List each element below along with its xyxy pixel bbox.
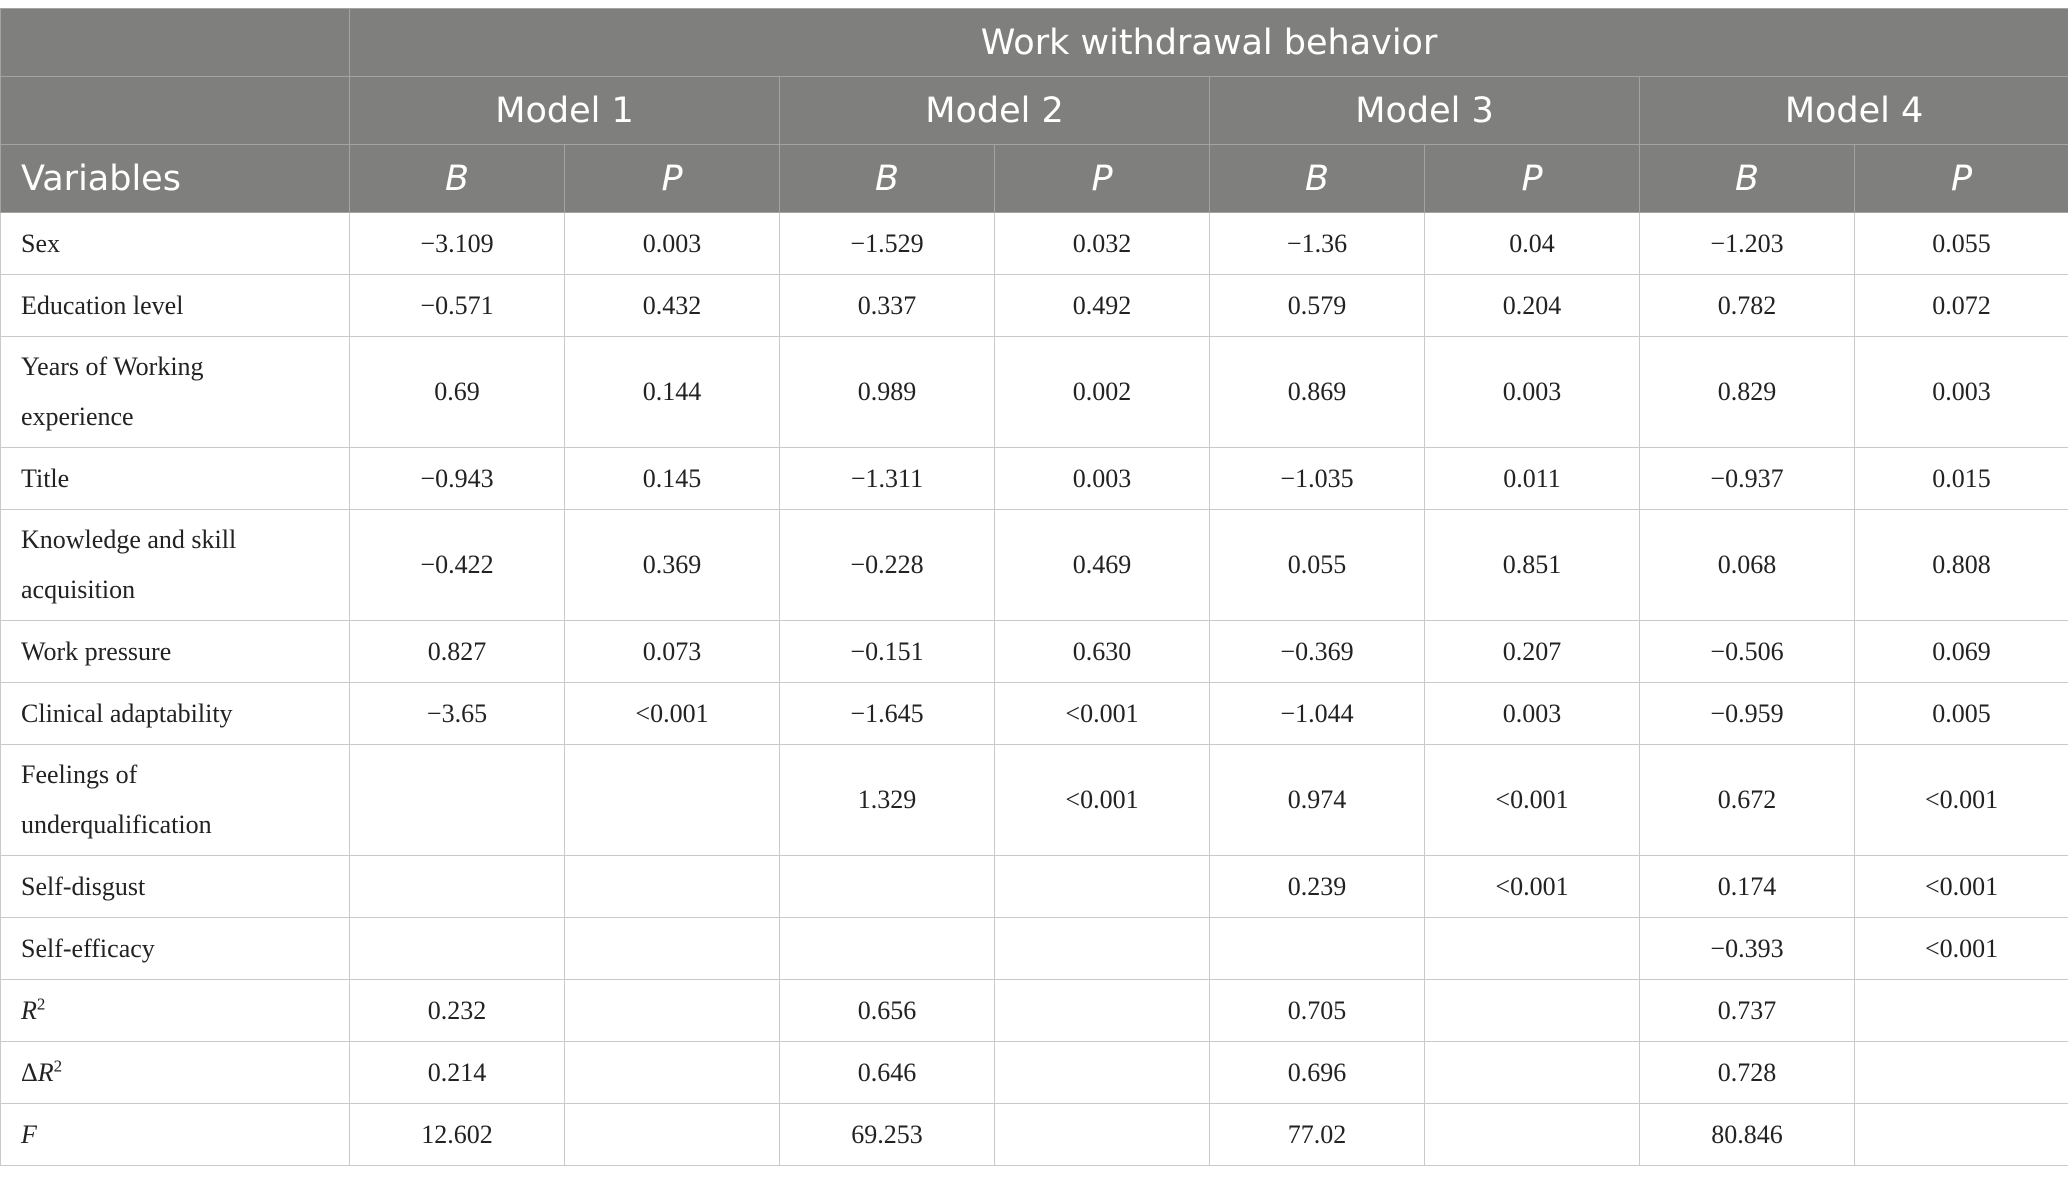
table-cell: 0.432: [565, 275, 780, 337]
table-cell: [1425, 918, 1640, 980]
table-row: [1, 856, 2068, 918]
table-cell: −0.151: [780, 621, 995, 683]
table-cell: [1855, 980, 2068, 1042]
table-cell: 77.02: [1210, 1104, 1425, 1166]
table-row: [1, 745, 2068, 856]
table-cell: 1.329: [780, 745, 995, 856]
table-cell: 80.846: [1640, 1104, 1855, 1166]
table-cell: [995, 1042, 1210, 1104]
table-cell: −0.937: [1640, 448, 1855, 510]
p-header: P: [995, 145, 1210, 213]
table-cell: 0.055: [1855, 213, 2068, 275]
row-label: Years of Working experience: [1, 337, 350, 448]
table-cell: [350, 918, 565, 980]
variables-header: Variables: [1, 145, 350, 213]
row-label: $\Delta R^2$: [1, 1042, 350, 1104]
row-label: Work pressure: [1, 621, 350, 683]
stat-row-r2: [1, 980, 2068, 1042]
table-cell: −0.571: [350, 275, 565, 337]
table-cell: <0.001: [1425, 856, 1640, 918]
table-cell: −0.943: [350, 448, 565, 510]
table-cell: −1.645: [780, 683, 995, 745]
table-cell: 0.369: [565, 510, 780, 621]
table-cell: <0.001: [1855, 856, 2068, 918]
table-cell: 0.207: [1425, 621, 1640, 683]
table-cell: −1.203: [1640, 213, 1855, 275]
model-2-header: Model 2: [780, 77, 1210, 145]
table-cell: 0.829: [1640, 337, 1855, 448]
table-cell: 0.69: [350, 337, 565, 448]
row-label: Self-disgust: [1, 856, 350, 918]
table-cell: 0.337: [780, 275, 995, 337]
model-header-row: [1, 77, 2068, 145]
table-cell: 0.003: [1855, 337, 2068, 448]
table-cell: [1855, 1104, 2068, 1166]
table-cell: [565, 1104, 780, 1166]
table-cell: −3.65: [350, 683, 565, 745]
corner-cell: [1, 77, 350, 145]
row-label: $R^2$: [1, 980, 350, 1042]
table-cell: 0.003: [995, 448, 1210, 510]
table-cell: 0.214: [350, 1042, 565, 1104]
table-cell: 0.015: [1855, 448, 2068, 510]
table-row: [1, 213, 2068, 275]
p-header: P: [1425, 145, 1640, 213]
table-cell: −1.529: [780, 213, 995, 275]
table-cell: 0.696: [1210, 1042, 1425, 1104]
table-cell: [780, 918, 995, 980]
table-cell: 0.232: [350, 980, 565, 1042]
table-cell: [995, 918, 1210, 980]
table-cell: 0.782: [1640, 275, 1855, 337]
table-cell: 0.808: [1855, 510, 2068, 621]
table-row: [1, 621, 2068, 683]
table-cell: <0.001: [1855, 918, 2068, 980]
table-cell: −0.506: [1640, 621, 1855, 683]
table-cell: 0.705: [1210, 980, 1425, 1042]
table-cell: 0.144: [565, 337, 780, 448]
table-cell: [565, 856, 780, 918]
table-cell: 0.174: [1640, 856, 1855, 918]
table-cell: 0.072: [1855, 275, 2068, 337]
table-cell: <0.001: [995, 745, 1210, 856]
table-cell: [995, 1104, 1210, 1166]
table-cell: 0.974: [1210, 745, 1425, 856]
model-1-header: Model 1: [350, 77, 780, 145]
table-cell: [1855, 1042, 2068, 1104]
table-cell: 0.003: [1425, 337, 1640, 448]
table-cell: [1210, 918, 1425, 980]
table-cell: 0.989: [780, 337, 995, 448]
table-cell: 0.069: [1855, 621, 2068, 683]
model-3-header: Model 3: [1210, 77, 1640, 145]
row-label: Clinical adaptability: [1, 683, 350, 745]
table-cell: 0.239: [1210, 856, 1425, 918]
table-cell: −0.393: [1640, 918, 1855, 980]
table-cell: 0.827: [350, 621, 565, 683]
table-cell: −3.109: [350, 213, 565, 275]
table-row: [1, 337, 2068, 448]
table-cell: 0.672: [1640, 745, 1855, 856]
table-cell: 0.145: [565, 448, 780, 510]
table-row: [1, 510, 2068, 621]
table-cell: [565, 1042, 780, 1104]
b-header: B: [1640, 145, 1855, 213]
table-cell: 0.032: [995, 213, 1210, 275]
table-cell: [565, 745, 780, 856]
table-cell: 0.492: [995, 275, 1210, 337]
model-4-header: Model 4: [1640, 77, 2068, 145]
table-cell: [1425, 980, 1640, 1042]
table-cell: [995, 856, 1210, 918]
table-cell: 0.011: [1425, 448, 1640, 510]
table-cell: [350, 745, 565, 856]
table-cell: 0.469: [995, 510, 1210, 621]
column-header-row: [1, 145, 2068, 213]
table-cell: 0.851: [1425, 510, 1640, 621]
table-cell: 0.646: [780, 1042, 995, 1104]
p-header: P: [565, 145, 780, 213]
table-cell: 0.204: [1425, 275, 1640, 337]
table-cell: 0.003: [1425, 683, 1640, 745]
table-cell: −0.369: [1210, 621, 1425, 683]
b-header: B: [780, 145, 995, 213]
row-label: Knowledge and skill acquisition: [1, 510, 350, 621]
row-label: Sex: [1, 213, 350, 275]
table-cell: <0.001: [1855, 745, 2068, 856]
table-row: [1, 275, 2068, 337]
table-cell: −1.035: [1210, 448, 1425, 510]
row-label: Title: [1, 448, 350, 510]
b-header: B: [1210, 145, 1425, 213]
table-cell: 0.579: [1210, 275, 1425, 337]
table-cell: <0.001: [995, 683, 1210, 745]
table-cell: 0.728: [1640, 1042, 1855, 1104]
corner-cell: [1, 9, 350, 77]
table-cell: 12.602: [350, 1104, 565, 1166]
row-label: F: [1, 1104, 350, 1166]
table-cell: <0.001: [1425, 745, 1640, 856]
table-cell: −0.959: [1640, 683, 1855, 745]
table-cell: [1425, 1104, 1640, 1166]
table-body: [1, 213, 2068, 1166]
table-cell: 0.04: [1425, 213, 1640, 275]
table-cell: −1.311: [780, 448, 995, 510]
table-cell: [780, 856, 995, 918]
p-header: P: [1855, 145, 2068, 213]
table-cell: [350, 856, 565, 918]
group-header-row: [1, 9, 2068, 77]
table-cell: [995, 980, 1210, 1042]
stat-row-f: [1, 1104, 2068, 1166]
table-cell: −0.228: [780, 510, 995, 621]
stat-row-delta-r2: [1, 1042, 2068, 1104]
table-cell: −1.044: [1210, 683, 1425, 745]
regression-table: [0, 8, 2068, 1166]
table-row: [1, 448, 2068, 510]
table-cell: 0.055: [1210, 510, 1425, 621]
table-cell: 0.003: [565, 213, 780, 275]
table-cell: [1425, 1042, 1640, 1104]
table-cell: 0.737: [1640, 980, 1855, 1042]
table-cell: 69.253: [780, 1104, 995, 1166]
table-cell: [565, 980, 780, 1042]
table-cell: [565, 918, 780, 980]
table-cell: 0.002: [995, 337, 1210, 448]
table-cell: −1.36: [1210, 213, 1425, 275]
table-cell: −0.422: [350, 510, 565, 621]
table-cell: 0.656: [780, 980, 995, 1042]
table-cell: 0.005: [1855, 683, 2068, 745]
b-header: B: [350, 145, 565, 213]
table-cell: 0.068: [1640, 510, 1855, 621]
row-label: Feelings of underqualification: [1, 745, 350, 856]
table-cell: 0.073: [565, 621, 780, 683]
row-label: Education level: [1, 275, 350, 337]
table-row: [1, 683, 2068, 745]
table-cell: 0.630: [995, 621, 1210, 683]
table-row: [1, 918, 2068, 980]
table-cell: 0.869: [1210, 337, 1425, 448]
row-label: Self-efficacy: [1, 918, 350, 980]
table-cell: <0.001: [565, 683, 780, 745]
group-title: Work withdrawal behavior: [350, 9, 2068, 77]
